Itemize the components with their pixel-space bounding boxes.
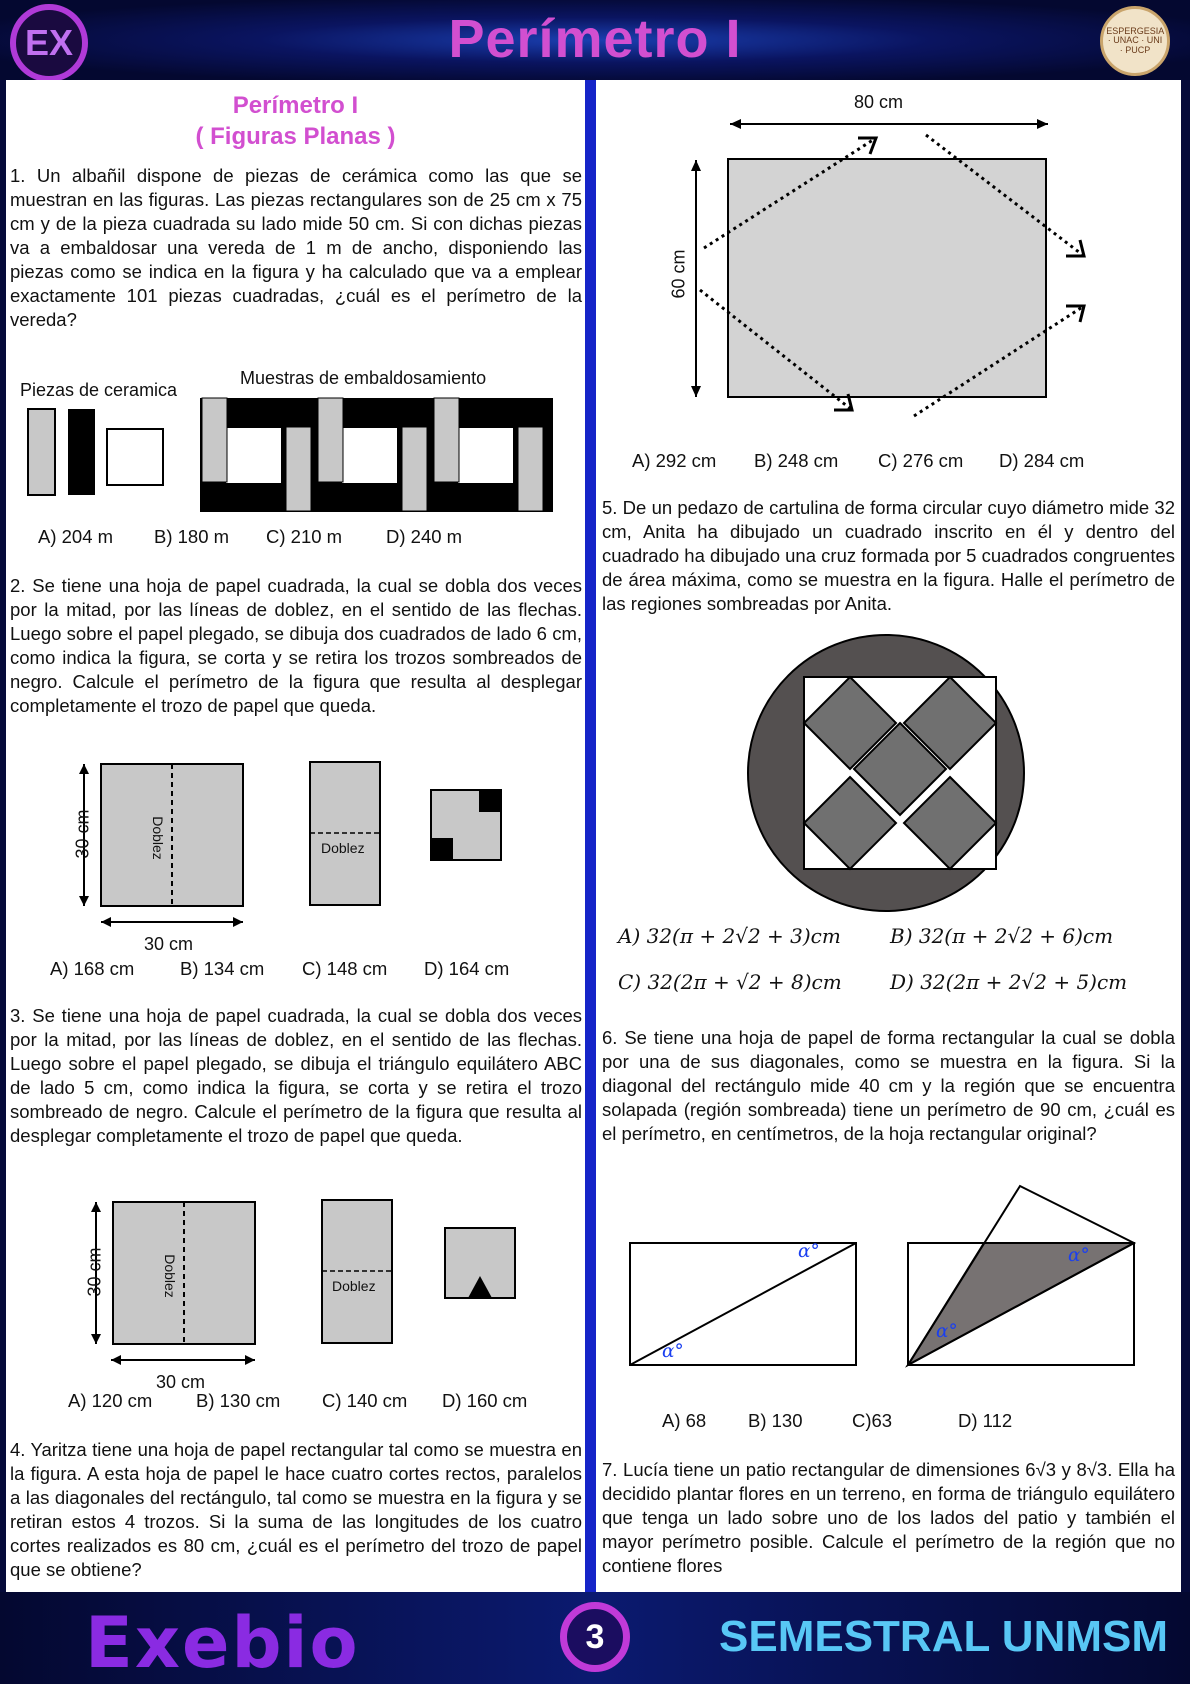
q6-angle-4: α° (936, 1321, 958, 1342)
q6-option-d: D) 112 (958, 1410, 1013, 1431)
left-column (6, 80, 585, 1592)
q3-option-c: C) 140 cm (322, 1390, 408, 1411)
q2-fold-label-2: Doblez (321, 840, 365, 856)
header (0, 0, 1190, 80)
question-5: 5. De un pedazo de cartulina de forma circular cuyo diámetro mide 32 cm, Anita ha dibujado un cuadrado inscrito en él y dentro del cuadrado ha dibujado una cruz formada por 5 cuadrados congruentes de área máxima, como se muestra en la figura. Halle el perímetro de las regiones sombreadas por Anita. (602, 497, 1175, 614)
question-1: 1. Un albañil dispone de piezas de cerámica como las que se muestran en las figuras. Las piezas rectangulares son de 25 cm x 75 cm y de la pieza cuadrada su lado mide 50 cm. Si con dichas piezas va a embaldosar una vereda de 1 m de ancho, disponiendo las piezas como se indica en la figura y ha calculado que va a emplear exactamente 101 piezas cuadradas, ¿cuál es el perímetro de la vereda? (10, 165, 582, 330)
page-number: 3 (560, 1602, 630, 1672)
footer (0, 1592, 1190, 1684)
q5-option-c: C) 32(2π + √2 + 8)cm (618, 970, 842, 994)
q3-fold-label-2: Doblez (332, 1278, 376, 1294)
q5-option-a: A) 32(π + 2√2 + 3)cm (618, 924, 841, 948)
q4-side-label: 60 cm (668, 249, 689, 299)
question-7: 7. Lucía tiene un patio rectangular de dimensiones 6√3 y 8√3. Ella ha decidido plantar flores en un terreno, en forma de triángulo equilátero que tenga un lado sobre uno de los lados del patio y también el mayor perímetro posible. Calcule el perímetro de la región que no contiene flores (602, 1459, 1175, 1576)
q3-bottom-label: 30 cm (156, 1372, 206, 1392)
q3-option-d: D) 160 cm (442, 1390, 528, 1411)
q5-option-b: B) 32(π + 2√2 + 6)cm (890, 924, 1114, 948)
q4-option-b: B) 248 cm (754, 450, 839, 471)
samples-label: Muestras de embaldosamiento (240, 368, 487, 388)
q6-option-b: B) 130 (748, 1410, 803, 1431)
question-4: 4. Yaritza tiene una hoja de papel rectangular tal como se muestra en la figura. A esta hoja de papel le hace cuatro cortes rectos, paralelos a las diagonales del rectángulo, tal como se muestra en la figura y se retiran estos 4 trozos. Si la suma de las longitudes de los cuatro cortes realizados es 80 cm, ¿cuál es el perímetro del trozo de papel que se obtiene? (10, 1439, 582, 1580)
q3-option-b: B) 130 cm (196, 1390, 281, 1411)
question-3: 3. Se tiene una hoja de papel cuadrada, la cual se dobla dos veces por la mitad, por las líneas de doblez, en el sentido de las flechas. Luego sobre el papel plegado, se dibuja el triángulo equilátero ABC de lado 5 cm, como indica la figura, se corta y se retira el trozo sombreado de negro. Calcule el perímetro de la figura que resulta al desplegar completamente el trozo de papel que queda. (10, 1005, 582, 1146)
q3-fold-label: Doblez (161, 1254, 178, 1298)
column-divider (585, 80, 596, 1592)
q6-angle-1: α° (798, 1241, 820, 1262)
q6-option-c: C)63 (852, 1410, 893, 1431)
q2-side-label: 30 cm (72, 809, 93, 859)
section-subtitle: ( Figuras Planas ) (195, 123, 396, 150)
pieces-label: Piezas de ceramica (20, 380, 178, 400)
q1-option-d: D) 240 m (386, 526, 463, 547)
exebio-brand: Exebio (85, 1602, 360, 1684)
question-2: 2. Se tiene una hoja de papel cuadrada, la cual se dobla dos veces por la mitad, por las líneas de doblez, en el sentido de las flechas. Luego sobre el papel plegado, se dibuja dos cuadrados de lado 6 cm, como indica la figura, se corta y se retira los trozos sombreados de negro. Calcule el perímetro de la figura que resulta al desplegar completamente el trozo de papel que queda. (10, 575, 582, 716)
q1-option-b: B) 180 m (154, 526, 230, 547)
q2-bottom-label: 30 cm (144, 934, 194, 954)
q3-option-a: A) 120 cm (68, 1390, 153, 1411)
q6-angle-3: α° (1068, 1245, 1090, 1266)
right-column (596, 80, 1181, 1592)
q4-option-a: A) 292 cm (632, 450, 717, 471)
q1-option-a: A) 204 m (38, 526, 114, 547)
q6-option-a: A) 68 (662, 1410, 707, 1431)
q2-fold-label: Doblez (149, 816, 166, 860)
ex-logo: EX (10, 4, 88, 82)
fold-figure-q3 (6, 80, 585, 1592)
section-title: Perímetro I (232, 92, 359, 119)
q6-angle-2: α° (662, 1341, 684, 1362)
q2-option-a: A) 168 cm (50, 958, 135, 979)
q2-option-c: C) 148 cm (302, 958, 388, 979)
q1-option-c: C) 210 m (266, 526, 343, 547)
q4-top-label: 80 cm (854, 92, 904, 112)
q4-option-c: C) 276 cm (878, 450, 964, 471)
folded-rectangle-figure (596, 80, 1181, 1592)
q5-option-d: D) 32(2π + 2√2 + 5)cm (890, 970, 1128, 994)
q4-option-d: D) 284 cm (999, 450, 1085, 471)
q2-option-d: D) 164 cm (424, 958, 510, 979)
question-6: 6. Se tiene una hoja de papel de forma rectangular la cual se dobla por una de sus diagonales, como se muestra en la figura. Si la diagonal del rectángulo mide 40 cm y la región que se encuentra solapada (región sombreada) tiene un perímetro de 90 cm, ¿cuál es el perímetro, en centímetros, de la hoja rectangular original? (602, 1027, 1175, 1144)
page-title: Perímetro I (448, 9, 742, 69)
q2-option-b: B) 134 cm (180, 958, 265, 979)
q3-side-label: 30 cm (84, 1247, 105, 1297)
semester-label: SEMESTRAL UNMSM (719, 1612, 1168, 1661)
university-seal: ESPERGESIA · UNAC · UNI · PUCP (1100, 6, 1170, 76)
